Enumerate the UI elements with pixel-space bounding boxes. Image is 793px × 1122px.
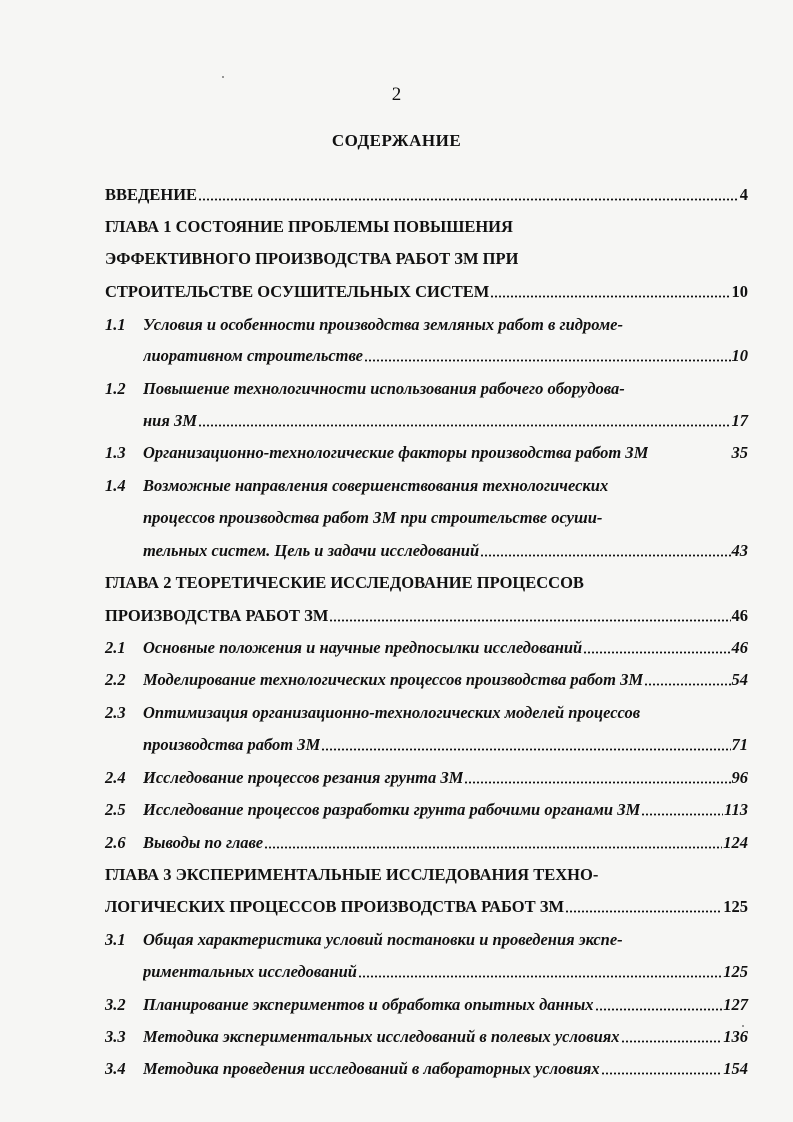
toc-entry-1-2-cont bbox=[143, 406, 748, 432]
entry-number: 2.5 bbox=[105, 800, 126, 819]
toc-entry-chapter-2-cont bbox=[105, 601, 748, 627]
entry-text: ГЛАВА 3 ЭКСПЕРИМЕНТАЛЬНЫЕ ИССЛЕДОВАНИЯ ТЕХНО- bbox=[105, 865, 599, 884]
dot-leader bbox=[464, 781, 730, 784]
entry-number: 2.3 bbox=[105, 703, 126, 722]
entry-page: 10 bbox=[731, 346, 748, 365]
dot-leader bbox=[490, 295, 730, 298]
toc-entry-1-4[interactable] bbox=[105, 471, 748, 497]
dot-leader bbox=[198, 424, 730, 427]
toc-entry-2-5[interactable] bbox=[105, 795, 748, 821]
dot-leader bbox=[364, 359, 730, 362]
toc-entry-introduction[interactable] bbox=[105, 180, 748, 206]
entry-text: Общая характеристика условий постановки и проведения экспе- bbox=[143, 930, 623, 949]
entry-page: 35 bbox=[731, 443, 748, 462]
toc-entry-1-4-cont bbox=[143, 503, 748, 529]
entry-number: 3.3 bbox=[105, 1027, 126, 1046]
entry-page: 127 bbox=[723, 995, 748, 1014]
toc-entry-2-2[interactable] bbox=[105, 665, 748, 691]
entry-number: 2.4 bbox=[105, 768, 126, 787]
dot-leader bbox=[583, 651, 730, 654]
entry-page: 4 bbox=[739, 185, 748, 204]
toc-entry-2-6[interactable] bbox=[105, 828, 748, 854]
entry-text: Методика проведения исследований в лабораторных условиях bbox=[143, 1059, 600, 1078]
entry-page: 125 bbox=[723, 897, 748, 916]
dot-leader bbox=[480, 554, 730, 557]
entry-page: 54 bbox=[731, 670, 748, 689]
dot-leader bbox=[601, 1072, 723, 1075]
dot-leader bbox=[565, 910, 722, 913]
toc-entry-1-4-cont bbox=[143, 536, 748, 562]
entry-page: 113 bbox=[724, 800, 748, 819]
entry-text: ВВЕДЕНИЕ bbox=[105, 185, 198, 204]
dot-leader bbox=[321, 748, 730, 751]
entry-text: производства работ ЗМ bbox=[143, 735, 321, 754]
entry-page: 71 bbox=[731, 735, 748, 754]
toc-entry-2-4[interactable] bbox=[105, 763, 748, 789]
entry-text: Повышение технологичности использования рабочего оборудова- bbox=[143, 379, 625, 398]
entry-text: ния ЗМ bbox=[143, 411, 198, 430]
entry-text: Основные положения и научные предпосылки исследований bbox=[143, 638, 583, 657]
dot-leader bbox=[621, 1040, 723, 1043]
toc-entry-2-3-cont bbox=[143, 730, 748, 756]
entry-text: риментальных исследований bbox=[143, 962, 357, 981]
entry-text: Методика экспериментальных исследований в полевых условиях bbox=[143, 1027, 620, 1046]
entry-number: 2.6 bbox=[105, 833, 126, 852]
entry-text: Возможные направления совершенствования технологических bbox=[143, 476, 609, 495]
dot-leader bbox=[329, 619, 730, 622]
entry-number: 3.1 bbox=[105, 930, 126, 949]
entry-page: 125 bbox=[723, 962, 748, 981]
toc-entry-chapter-3[interactable] bbox=[105, 860, 748, 886]
entry-text: СТРОИТЕЛЬСТВЕ ОСУШИТЕЛЬНЫХ СИСТЕМ bbox=[105, 282, 490, 301]
entry-number: 1.3 bbox=[105, 443, 126, 462]
toc-entry-3-4[interactable] bbox=[105, 1054, 748, 1080]
entry-text: ПРОИЗВОДСТВА РАБОТ ЗМ bbox=[105, 606, 329, 625]
entry-text: Исследование процессов разработки грунта рабочими органами ЗМ bbox=[143, 800, 641, 819]
toc-entry-1-1-cont bbox=[143, 341, 748, 367]
entry-text: ЛОГИЧЕСКИХ ПРОЦЕССОВ ПРОИЗВОДСТВА РАБОТ ЗМ bbox=[105, 897, 565, 916]
entry-text: ГЛАВА 1 СОСТОЯНИЕ ПРОБЛЕМЫ ПОВЫШЕНИЯ bbox=[105, 217, 513, 236]
entry-text: Моделирование технологических процессов производства работ ЗМ bbox=[143, 670, 644, 689]
dot-leader bbox=[358, 975, 722, 978]
dot-leader bbox=[595, 1008, 723, 1011]
entry-text: процессов производства работ ЗМ при строительстве осуши- bbox=[143, 508, 603, 527]
toc-entry-3-3[interactable] bbox=[105, 1022, 748, 1048]
entry-page: 136 bbox=[723, 1027, 748, 1046]
entry-text: Выводы по главе bbox=[143, 833, 264, 852]
toc-entry-chapter-1-cont bbox=[105, 277, 748, 303]
entry-number: 2.2 bbox=[105, 670, 126, 689]
entry-page: 10 bbox=[731, 282, 748, 301]
entry-text: ГЛАВА 2 ТЕОРЕТИЧЕСКИЕ ИССЛЕДОВАНИЕ ПРОЦЕССОВ bbox=[105, 573, 584, 592]
entry-text: Организационно-технологические факторы производства работ ЗМ bbox=[143, 443, 649, 462]
entry-number: 3.2 bbox=[105, 995, 126, 1014]
entry-number: 1.2 bbox=[105, 379, 126, 398]
entry-text: тельных систем. Цель и задачи исследований bbox=[143, 541, 480, 560]
entry-page: 43 bbox=[731, 541, 748, 560]
dot-leader bbox=[644, 683, 730, 686]
entry-page: 17 bbox=[731, 411, 748, 430]
entry-page: 96 bbox=[731, 768, 748, 787]
entry-number: 1.1 bbox=[105, 315, 126, 334]
page-number: 2 bbox=[391, 84, 402, 105]
entry-page: 154 bbox=[723, 1059, 748, 1078]
entry-page: 46 bbox=[731, 638, 748, 657]
toc-entry-chapter-3-cont bbox=[105, 892, 748, 918]
entry-number: 2.1 bbox=[105, 638, 126, 657]
toc-entry-1-3[interactable] bbox=[105, 438, 748, 464]
toc-entry-3-2[interactable] bbox=[105, 990, 748, 1016]
entry-text: Планирование экспериментов и обработка опытных данных bbox=[143, 995, 594, 1014]
toc-title: СОДЕРЖАНИЕ bbox=[331, 131, 462, 150]
toc-entry-1-1[interactable] bbox=[105, 310, 748, 336]
entry-text: Условия и особенности производства земляных работ в гидроме- bbox=[143, 315, 623, 334]
dot-leader bbox=[641, 813, 723, 816]
entry-text: лиоративном строительстве bbox=[143, 346, 364, 365]
toc-entry-chapter-2[interactable] bbox=[105, 568, 748, 594]
toc-entry-1-2[interactable] bbox=[105, 374, 748, 400]
toc-entry-chapter-1[interactable] bbox=[105, 212, 748, 238]
toc-entry-chapter-1-cont bbox=[105, 244, 748, 270]
entry-text: Оптимизация организационно-технологических моделей процессов bbox=[143, 703, 641, 722]
entry-page: 124 bbox=[723, 833, 748, 852]
entry-text: Исследование процессов резания грунта ЗМ bbox=[143, 768, 464, 787]
entry-number: 3.4 bbox=[105, 1059, 126, 1078]
entry-page: 46 bbox=[731, 606, 748, 625]
toc-entry-2-3[interactable] bbox=[105, 698, 748, 724]
dot-leader bbox=[198, 198, 739, 201]
toc-entry-3-1[interactable] bbox=[105, 925, 748, 951]
entry-number: 1.4 bbox=[105, 476, 126, 495]
dot-leader bbox=[264, 846, 722, 849]
toc-entry-2-1[interactable] bbox=[105, 633, 748, 659]
toc-entry-3-1-cont bbox=[143, 957, 748, 983]
entry-text: ЭФФЕКТИВНОГО ПРОИЗВОДСТВА РАБОТ ЗМ ПРИ bbox=[105, 249, 519, 268]
